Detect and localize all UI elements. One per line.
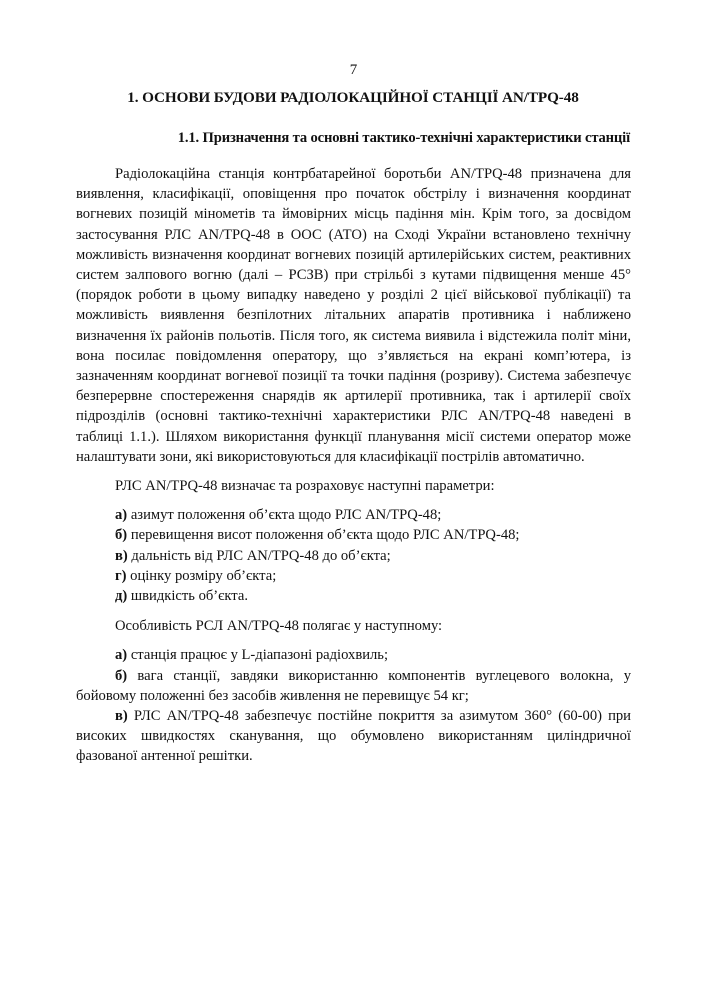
params-intro: РЛС AN/TPQ-48 визначає та розраховує наступні параметри: — [115, 478, 495, 495]
list-marker: г) — [115, 567, 127, 584]
list-marker: б) — [115, 527, 128, 544]
list-item-text: дальність від РЛС AN/TPQ-48 до об’єкта; — [127, 547, 391, 564]
list-marker: в) — [115, 708, 128, 725]
list-item-text: оцінку розміру об’єкта; — [126, 567, 277, 584]
list-item-text: РЛС AN/TPQ-48 забезпечує постійне покриття за азимутом 360° (60-00) при високих швидкостях сканування, що обумовлено використанням циліндричної фазованої антенної решітки. — [76, 708, 631, 765]
list-item-text: станція працює у L-діапазоні радіохвиль; — [127, 647, 389, 664]
list-item — [76, 546, 631, 566]
list-item-text: азимут положення об’єкта щодо РЛС AN/TPQ-48; — [127, 507, 442, 524]
list-item — [76, 566, 631, 586]
list-marker: б) — [115, 667, 128, 684]
list-item — [76, 706, 631, 767]
list-item-text: вага станції, завдяки використанню компонентів вуглецевого волокна, у бойовому положенні без засобів живлення не перевищує 54 кг; — [76, 667, 631, 704]
list-marker: в) — [115, 547, 128, 564]
list-marker: а) — [115, 647, 128, 664]
params-list — [76, 505, 631, 606]
page-number: 7 — [349, 62, 358, 78]
list-marker: а) — [115, 507, 128, 524]
intro-paragraph: Радіолокаційна станція контрбатарейної боротьби AN/TPQ-48 призначена для виявлення, класифікації, оповіщення про початок обстрілу і визначення координат вогневих позицій мінометів та ймовірних місць падіння мін. Крім того, за досвідом застосування РЛС AN/TPQ-48 в ООС (АТО) на Сході України встановлено технічну можливість визначення координат вогневих позицій артилерійських систем, реактивних систем залпового вогню (далі – РСЗВ) при стрільбі з кутами підвищення менше 45° (порядок роботи в цьому випадку наведено у розділі 2 цієї військової публікації) та можливість виявлення безпілотних літальних апаратів противника і наближено визначення їх районів польотів. Після того, як система виявила і відстежила політ міни, вона посилає повідомлення оператору, що з’являється на екрані комп’ютера, із зазначенням координат вогневої позиції та точки падіння (розриву). Система забезпечує безперервне спостереження снарядів як артилерії противника, так і артилерії своїх підрозділів (основні тактико-технічні характеристики РЛС AN/TPQ-48 наведені в таблиці 1.1.). Шляхом використання функції планування місії системи оператор може налаштувати зони, які використовуються для класифікації пострілів автоматично. — [76, 166, 631, 465]
list-item — [76, 586, 631, 606]
features-list — [76, 645, 631, 766]
list-item — [76, 666, 631, 706]
list-item-text: перевищення висот положення об’єкта щодо РЛС AN/TPQ-48; — [127, 527, 520, 544]
list-item — [76, 645, 631, 665]
features-intro: Особливість РСЛ AN/TPQ-48 полягає у наступному: — [115, 618, 443, 635]
list-item — [76, 525, 631, 545]
section-title: 1. ОСНОВИ БУДОВИ РАДІОЛОКАЦІЙНОЇ СТАНЦІЇ AN/TPQ-48 — [127, 89, 579, 106]
list-item-text: швидкість об’єкта. — [127, 588, 248, 605]
list-marker: д) — [115, 588, 128, 605]
subsection-title: 1.1. Призначення та основні тактико-технічні характеристики станції — [177, 130, 630, 146]
list-item — [76, 505, 631, 525]
body-text — [76, 164, 631, 767]
